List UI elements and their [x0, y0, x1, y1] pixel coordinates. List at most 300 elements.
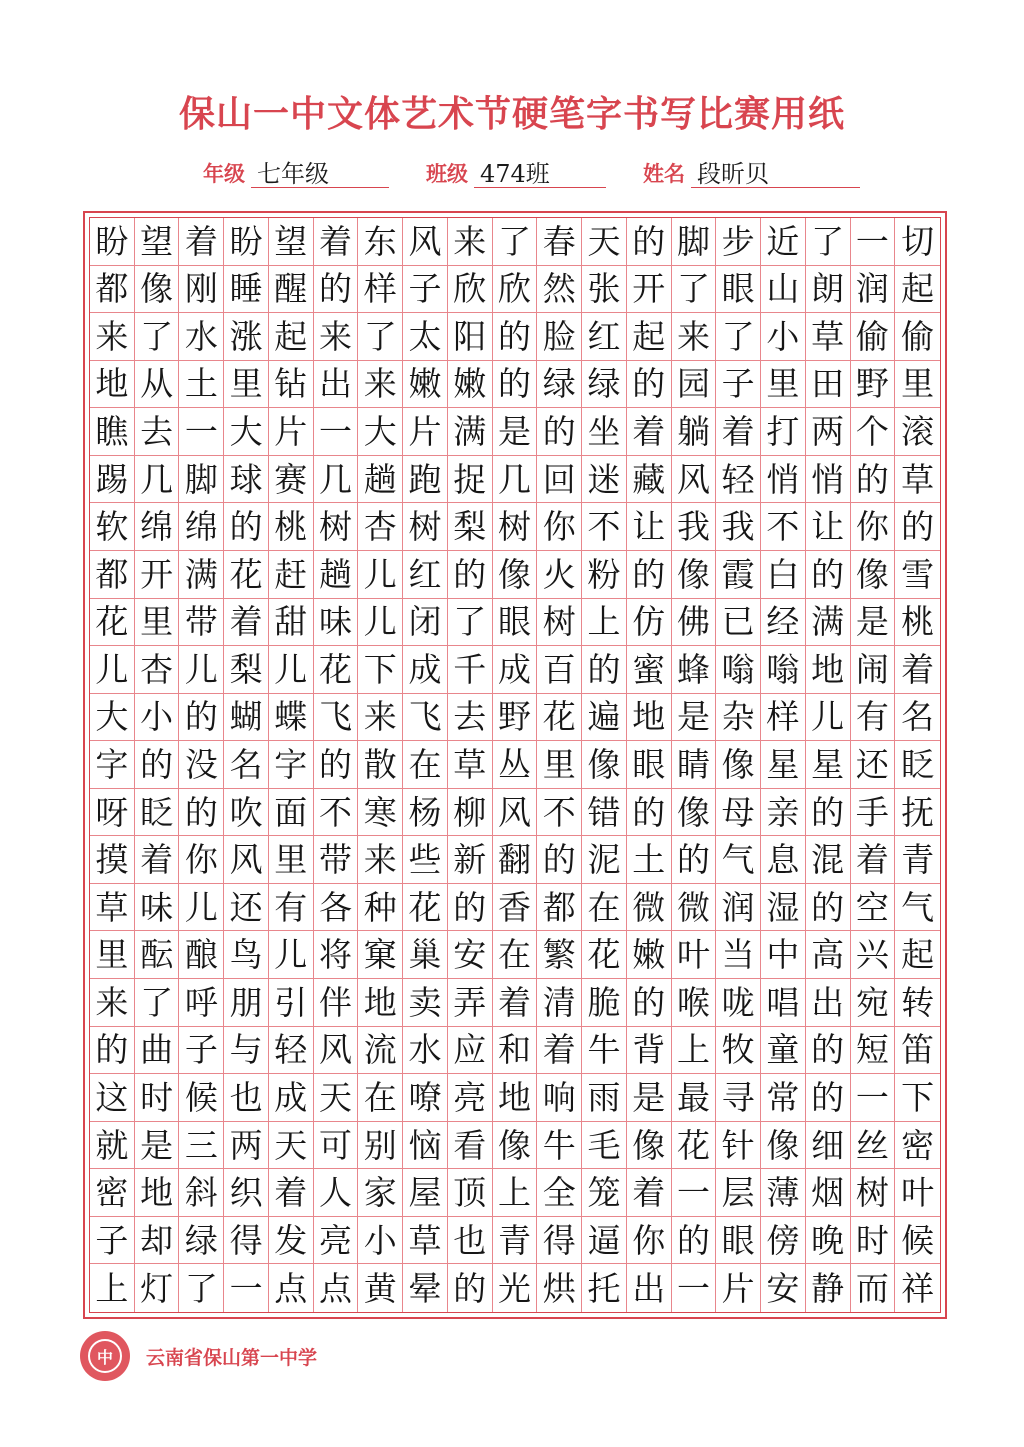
grid-cell: 来	[672, 313, 717, 361]
grid-cell: 树	[493, 503, 538, 551]
grid-cell: 水	[403, 1027, 448, 1075]
grid-cell: 母	[716, 789, 761, 837]
grid-cell: 呀	[90, 789, 135, 837]
grid-cell: 我	[672, 503, 717, 551]
grid-cell: 酝	[135, 931, 180, 979]
name-field[interactable]	[643, 152, 860, 188]
grid-cell: 地	[135, 1169, 180, 1217]
grid-cell: 静	[806, 1264, 851, 1312]
grid-cell: 嗡	[716, 646, 761, 694]
grid-cell: 密	[895, 1122, 940, 1170]
grid-cell: 山	[761, 266, 806, 314]
grid-cell: 着	[135, 836, 180, 884]
grid-cell: 的	[314, 266, 359, 314]
grid-cell: 儿	[269, 931, 314, 979]
grid-cell: 起	[895, 266, 940, 314]
grid-cell: 树	[537, 599, 582, 647]
grid-cell: 繁	[537, 931, 582, 979]
grid-cell: 柳	[448, 789, 493, 837]
grid-cell: 眨	[895, 741, 940, 789]
grid-cell: 成	[269, 1074, 314, 1122]
grid-cell: 发	[269, 1217, 314, 1265]
grid-cell: 层	[716, 1169, 761, 1217]
class-field[interactable]	[426, 152, 606, 188]
grid-cell: 时	[851, 1217, 896, 1265]
grid-cell: 着	[224, 599, 269, 647]
grid-cell: 来	[314, 313, 359, 361]
grid-cell: 地	[806, 646, 851, 694]
grid-cell: 上	[493, 1169, 538, 1217]
grid-cell: 的	[806, 1074, 851, 1122]
grid-cell: 针	[716, 1122, 761, 1170]
grid-cell: 巢	[403, 931, 448, 979]
grid-cell: 嘹	[403, 1074, 448, 1122]
grid-cell: 就	[90, 1122, 135, 1170]
grid-cell: 佛	[672, 599, 717, 647]
grid-cell: 花	[314, 646, 359, 694]
grid-cell: 恼	[403, 1122, 448, 1170]
grid-cell: 风	[403, 218, 448, 266]
grid-cell: 咙	[716, 979, 761, 1027]
grid-cell: 还	[224, 884, 269, 932]
grid-cell: 微	[627, 884, 672, 932]
grid-cell: 都	[537, 884, 582, 932]
grid-cell: 了	[716, 313, 761, 361]
grid-cell: 转	[895, 979, 940, 1027]
grid-cell: 子	[403, 266, 448, 314]
grid-cell: 背	[627, 1027, 672, 1075]
grid-cell: 大	[224, 408, 269, 456]
grid-cell: 土	[627, 836, 672, 884]
grid-cell: 捉	[448, 456, 493, 504]
grid-cell: 的	[672, 1217, 717, 1265]
grid-cell: 里	[224, 361, 269, 409]
grid-cell: 着	[269, 1169, 314, 1217]
grid-cell: 田	[806, 361, 851, 409]
grid-cell: 家	[358, 1169, 403, 1217]
grid-cell: 开	[627, 266, 672, 314]
grid-cell: 偷	[895, 313, 940, 361]
grid-cell: 一	[672, 1169, 717, 1217]
grid-cell: 几	[135, 456, 180, 504]
grid-cell: 我	[716, 503, 761, 551]
grid-cell: 一	[851, 218, 896, 266]
grid-cell: 杏	[358, 503, 403, 551]
grid-cell: 红	[582, 313, 627, 361]
grid-cell: 上	[90, 1264, 135, 1312]
grid-cell: 不	[761, 503, 806, 551]
grid-cell: 出	[314, 361, 359, 409]
grid-cell: 伴	[314, 979, 359, 1027]
grid-cell: 了	[135, 313, 180, 361]
grade-field[interactable]	[203, 152, 389, 188]
grid-cell: 亲	[761, 789, 806, 837]
grid-cell: 味	[135, 884, 180, 932]
grid-cell: 的	[627, 218, 672, 266]
grid-cell: 绵	[135, 503, 180, 551]
grid-cell: 然	[537, 266, 582, 314]
grid-cell: 甜	[269, 599, 314, 647]
grid-cell: 混	[806, 836, 851, 884]
grid-cell: 桃	[895, 599, 940, 647]
writing-grid-cells	[89, 217, 941, 1313]
grid-cell: 片	[269, 408, 314, 456]
grid-cell: 阳	[448, 313, 493, 361]
grid-cell: 已	[716, 599, 761, 647]
grid-cell: 清	[537, 979, 582, 1027]
grid-cell: 了	[493, 218, 538, 266]
grid-cell: 卖	[403, 979, 448, 1027]
grid-cell: 飞	[314, 694, 359, 742]
grid-cell: 这	[90, 1074, 135, 1122]
grid-cell: 鸟	[224, 931, 269, 979]
grid-cell: 盼	[90, 218, 135, 266]
grid-cell: 园	[672, 361, 717, 409]
grid-cell: 花	[90, 599, 135, 647]
grid-cell: 藏	[627, 456, 672, 504]
grid-cell: 喉	[672, 979, 717, 1027]
grid-cell: 应	[448, 1027, 493, 1075]
grid-cell: 闭	[403, 599, 448, 647]
grid-cell: 里	[537, 741, 582, 789]
grid-cell: 让	[627, 503, 672, 551]
grid-cell: 草	[90, 884, 135, 932]
grid-cell: 太	[403, 313, 448, 361]
grid-cell: 打	[761, 408, 806, 456]
grid-cell: 中	[761, 931, 806, 979]
grid-cell: 花	[672, 1122, 717, 1170]
grid-cell: 是	[493, 408, 538, 456]
grid-cell: 地	[493, 1074, 538, 1122]
grid-cell: 像	[761, 1122, 806, 1170]
grid-cell: 湿	[761, 884, 806, 932]
grid-cell: 着	[851, 836, 896, 884]
grid-cell: 了	[672, 266, 717, 314]
grid-cell: 土	[179, 361, 224, 409]
grid-cell: 像	[851, 551, 896, 599]
grid-cell: 像	[672, 789, 717, 837]
grid-cell: 当	[716, 931, 761, 979]
grid-cell: 满	[179, 551, 224, 599]
grid-cell: 儿	[179, 646, 224, 694]
grid-cell: 润	[851, 266, 896, 314]
grid-cell: 里	[90, 931, 135, 979]
grid-cell: 在	[358, 1074, 403, 1122]
grid-cell: 和	[493, 1027, 538, 1075]
grid-cell: 有	[269, 884, 314, 932]
grid-cell: 寻	[716, 1074, 761, 1122]
grid-cell: 几	[314, 456, 359, 504]
grid-cell: 了	[448, 599, 493, 647]
grid-cell: 将	[314, 931, 359, 979]
grid-cell: 粉	[582, 551, 627, 599]
grid-cell: 可	[314, 1122, 359, 1170]
grid-cell: 涨	[224, 313, 269, 361]
grid-cell: 几	[493, 456, 538, 504]
grid-cell: 各	[314, 884, 359, 932]
grid-cell: 欣	[493, 266, 538, 314]
grid-cell: 蝶	[269, 694, 314, 742]
grid-cell: 蝴	[224, 694, 269, 742]
grid-cell: 子	[716, 361, 761, 409]
grid-cell: 弄	[448, 979, 493, 1027]
grid-cell: 梨	[224, 646, 269, 694]
grid-cell: 睡	[224, 266, 269, 314]
grid-cell: 人	[314, 1169, 359, 1217]
grid-cell: 笛	[895, 1027, 940, 1075]
writing-grid	[83, 211, 947, 1319]
grid-cell: 欣	[448, 266, 493, 314]
grid-cell: 的	[90, 1027, 135, 1075]
grid-cell: 手	[851, 789, 896, 837]
grid-cell: 一	[314, 408, 359, 456]
grid-cell: 花	[403, 884, 448, 932]
grid-cell: 的	[627, 551, 672, 599]
grid-cell: 祥	[901, 1268, 935, 1308]
grid-cell: 轻	[269, 1027, 314, 1075]
grid-cell: 千	[448, 646, 493, 694]
grid-cell: 天	[269, 1122, 314, 1170]
grid-cell: 闹	[851, 646, 896, 694]
grid-cell: 起	[627, 313, 672, 361]
grid-cell: 睛	[672, 741, 717, 789]
grid-cell: 像	[493, 1122, 538, 1170]
grid-cell: 亮	[448, 1074, 493, 1122]
grid-cell: 而	[851, 1264, 896, 1312]
grid-cell: 水	[179, 313, 224, 361]
grid-cell: 丛	[493, 741, 538, 789]
grid-cell: 得	[537, 1217, 582, 1265]
grid-cell: 脚	[179, 456, 224, 504]
grid-cell: 的	[895, 503, 940, 551]
grid-cell: 脸	[537, 313, 582, 361]
grid-cell: 青	[493, 1217, 538, 1265]
grid-cell: 时	[135, 1074, 180, 1122]
grid-cell: 花	[537, 694, 582, 742]
grid-cell: 火	[537, 551, 582, 599]
grid-cell: 着	[895, 646, 940, 694]
grid-cell: 别	[358, 1122, 403, 1170]
grid-cell: 飞	[403, 694, 448, 742]
grid-cell: 踢	[90, 456, 135, 504]
grid-cell: 红	[403, 551, 448, 599]
grid-cell: 趟	[314, 551, 359, 599]
grade-label: 年级	[203, 161, 245, 186]
grid-cell: 都	[90, 551, 135, 599]
grid-cell: 像	[493, 551, 538, 599]
grid-cell: 高	[806, 931, 851, 979]
grid-cell: 牛	[537, 1122, 582, 1170]
grid-cell: 不	[582, 503, 627, 551]
grid-cell: 的	[224, 503, 269, 551]
grid-cell: 字	[269, 741, 314, 789]
grid-cell: 切	[895, 218, 940, 266]
grid-cell: 烘	[537, 1264, 582, 1312]
grid-cell: 傍	[761, 1217, 806, 1265]
grid-cell: 回	[537, 456, 582, 504]
grid-cell: 天	[314, 1074, 359, 1122]
grid-cell: 两	[806, 408, 851, 456]
grid-cell: 的	[314, 741, 359, 789]
grid-cell: 小	[358, 1217, 403, 1265]
grid-cell: 来	[90, 979, 135, 1027]
grid-cell: 蜜	[627, 646, 672, 694]
grid-cell: 来	[90, 313, 135, 361]
grid-cell: 赛	[269, 456, 314, 504]
grid-cell: 你	[627, 1217, 672, 1265]
grid-cell: 的	[582, 646, 627, 694]
grid-cell: 让	[806, 503, 851, 551]
grid-cell: 薄	[761, 1169, 806, 1217]
name-label: 姓名	[643, 161, 685, 186]
grid-cell: 摸	[90, 836, 135, 884]
grid-cell: 寒	[358, 789, 403, 837]
grid-cell: 杏	[135, 646, 180, 694]
grid-cell: 丝	[851, 1122, 896, 1170]
grid-cell: 眼	[716, 1217, 761, 1265]
grid-cell: 里	[269, 836, 314, 884]
grid-cell: 润	[716, 884, 761, 932]
grid-cell: 成	[493, 646, 538, 694]
grid-cell: 的	[806, 551, 851, 599]
grid-cell: 安	[448, 931, 493, 979]
grid-cell: 赶	[269, 551, 314, 599]
grid-cell: 步	[716, 218, 761, 266]
grid-cell: 曲	[135, 1027, 180, 1075]
grid-cell: 软	[90, 503, 135, 551]
grid-cell: 一	[224, 1264, 269, 1312]
grid-cell: 小	[761, 313, 806, 361]
grid-cell: 里	[895, 361, 940, 409]
grid-cell: 子	[90, 1217, 135, 1265]
grid-cell: 上	[672, 1027, 717, 1075]
grid-cell: 了	[358, 313, 403, 361]
grid-cell: 像	[135, 266, 180, 314]
grid-cell: 天	[582, 218, 627, 266]
grid-cell: 一	[672, 1264, 717, 1312]
grid-cell: 晕	[403, 1264, 448, 1312]
grid-cell: 点	[314, 1264, 359, 1312]
grid-cell: 东	[358, 218, 403, 266]
grade-value: 七年级	[257, 160, 329, 188]
grid-cell: 风	[314, 1027, 359, 1075]
grid-cell: 成	[403, 646, 448, 694]
grid-cell: 黄	[358, 1264, 403, 1312]
grid-cell: 密	[90, 1169, 135, 1217]
grid-cell: 下	[895, 1074, 940, 1122]
grid-cell: 地	[90, 361, 135, 409]
grid-cell: 地	[358, 979, 403, 1027]
grid-cell: 童	[761, 1027, 806, 1075]
grid-cell: 绿	[179, 1217, 224, 1265]
grid-cell: 呼	[179, 979, 224, 1027]
grid-cell: 草	[403, 1217, 448, 1265]
school-seal-icon	[80, 1331, 130, 1381]
grid-cell: 着	[314, 218, 359, 266]
grid-cell: 下	[358, 646, 403, 694]
grid-cell: 杨	[403, 789, 448, 837]
grid-cell: 树	[403, 503, 448, 551]
grid-cell: 儿	[358, 599, 403, 647]
grid-cell: 三	[179, 1122, 224, 1170]
grid-cell: 一	[851, 1074, 896, 1122]
grid-cell: 像	[672, 551, 717, 599]
grid-cell: 绿	[582, 361, 627, 409]
grid-cell: 空	[851, 884, 896, 932]
grid-cell: 翻	[493, 836, 538, 884]
grid-cell: 地	[627, 694, 672, 742]
grid-cell: 百	[537, 646, 582, 694]
grid-cell: 了	[179, 1264, 224, 1312]
grid-cell: 是	[851, 599, 896, 647]
grid-cell: 了	[806, 218, 851, 266]
grid-cell: 在	[582, 884, 627, 932]
grid-cell: 牛	[582, 1027, 627, 1075]
grid-cell: 风	[224, 836, 269, 884]
grid-cell: 的	[493, 361, 538, 409]
grid-cell: 着	[179, 218, 224, 266]
grid-cell: 还	[851, 741, 896, 789]
grid-cell: 的	[627, 979, 672, 1027]
grid-cell: 满	[806, 599, 851, 647]
grid-cell: 雪	[895, 551, 940, 599]
grid-cell: 刚	[179, 266, 224, 314]
grid-cell: 牧	[716, 1027, 761, 1075]
grid-cell: 了	[135, 979, 180, 1027]
grid-cell: 的	[448, 551, 493, 599]
grid-cell: 绵	[179, 503, 224, 551]
grid-cell: 没	[179, 741, 224, 789]
grid-cell: 躺	[672, 408, 717, 456]
grid-cell: 新	[448, 836, 493, 884]
grid-cell: 名	[895, 694, 940, 742]
grid-cell: 样	[761, 694, 806, 742]
grid-cell: 风	[493, 789, 538, 837]
grid-cell: 望	[269, 218, 314, 266]
grid-cell: 眼	[493, 599, 538, 647]
grid-cell: 像	[716, 741, 761, 789]
grid-cell: 脆	[582, 979, 627, 1027]
grid-cell: 的	[448, 1264, 493, 1312]
grid-cell: 与	[224, 1027, 269, 1075]
grid-cell: 子	[179, 1027, 224, 1075]
grid-cell: 出	[806, 979, 851, 1027]
grid-cell: 的	[448, 884, 493, 932]
grid-cell: 你	[179, 836, 224, 884]
grid-cell: 大	[358, 408, 403, 456]
grid-cell: 醒	[269, 266, 314, 314]
grid-cell: 悄	[806, 456, 851, 504]
grid-cell: 片	[716, 1264, 761, 1312]
grid-cell: 的	[806, 884, 851, 932]
name-value: 段昕贝	[697, 160, 769, 188]
grid-cell: 是	[135, 1122, 180, 1170]
grid-cell: 野	[493, 694, 538, 742]
grid-cell: 像	[582, 741, 627, 789]
grid-cell: 屋	[403, 1169, 448, 1217]
grid-cell: 里	[761, 361, 806, 409]
grid-cell: 的	[672, 836, 717, 884]
grid-cell: 些	[403, 836, 448, 884]
grid-cell: 带	[179, 599, 224, 647]
grid-cell: 草	[806, 313, 851, 361]
grid-cell: 散	[358, 741, 403, 789]
grid-cell: 树	[851, 1169, 896, 1217]
grid-cell: 不	[537, 789, 582, 837]
grid-cell: 托	[582, 1264, 627, 1312]
grid-cell: 去	[448, 694, 493, 742]
grid-cell: 片	[403, 408, 448, 456]
